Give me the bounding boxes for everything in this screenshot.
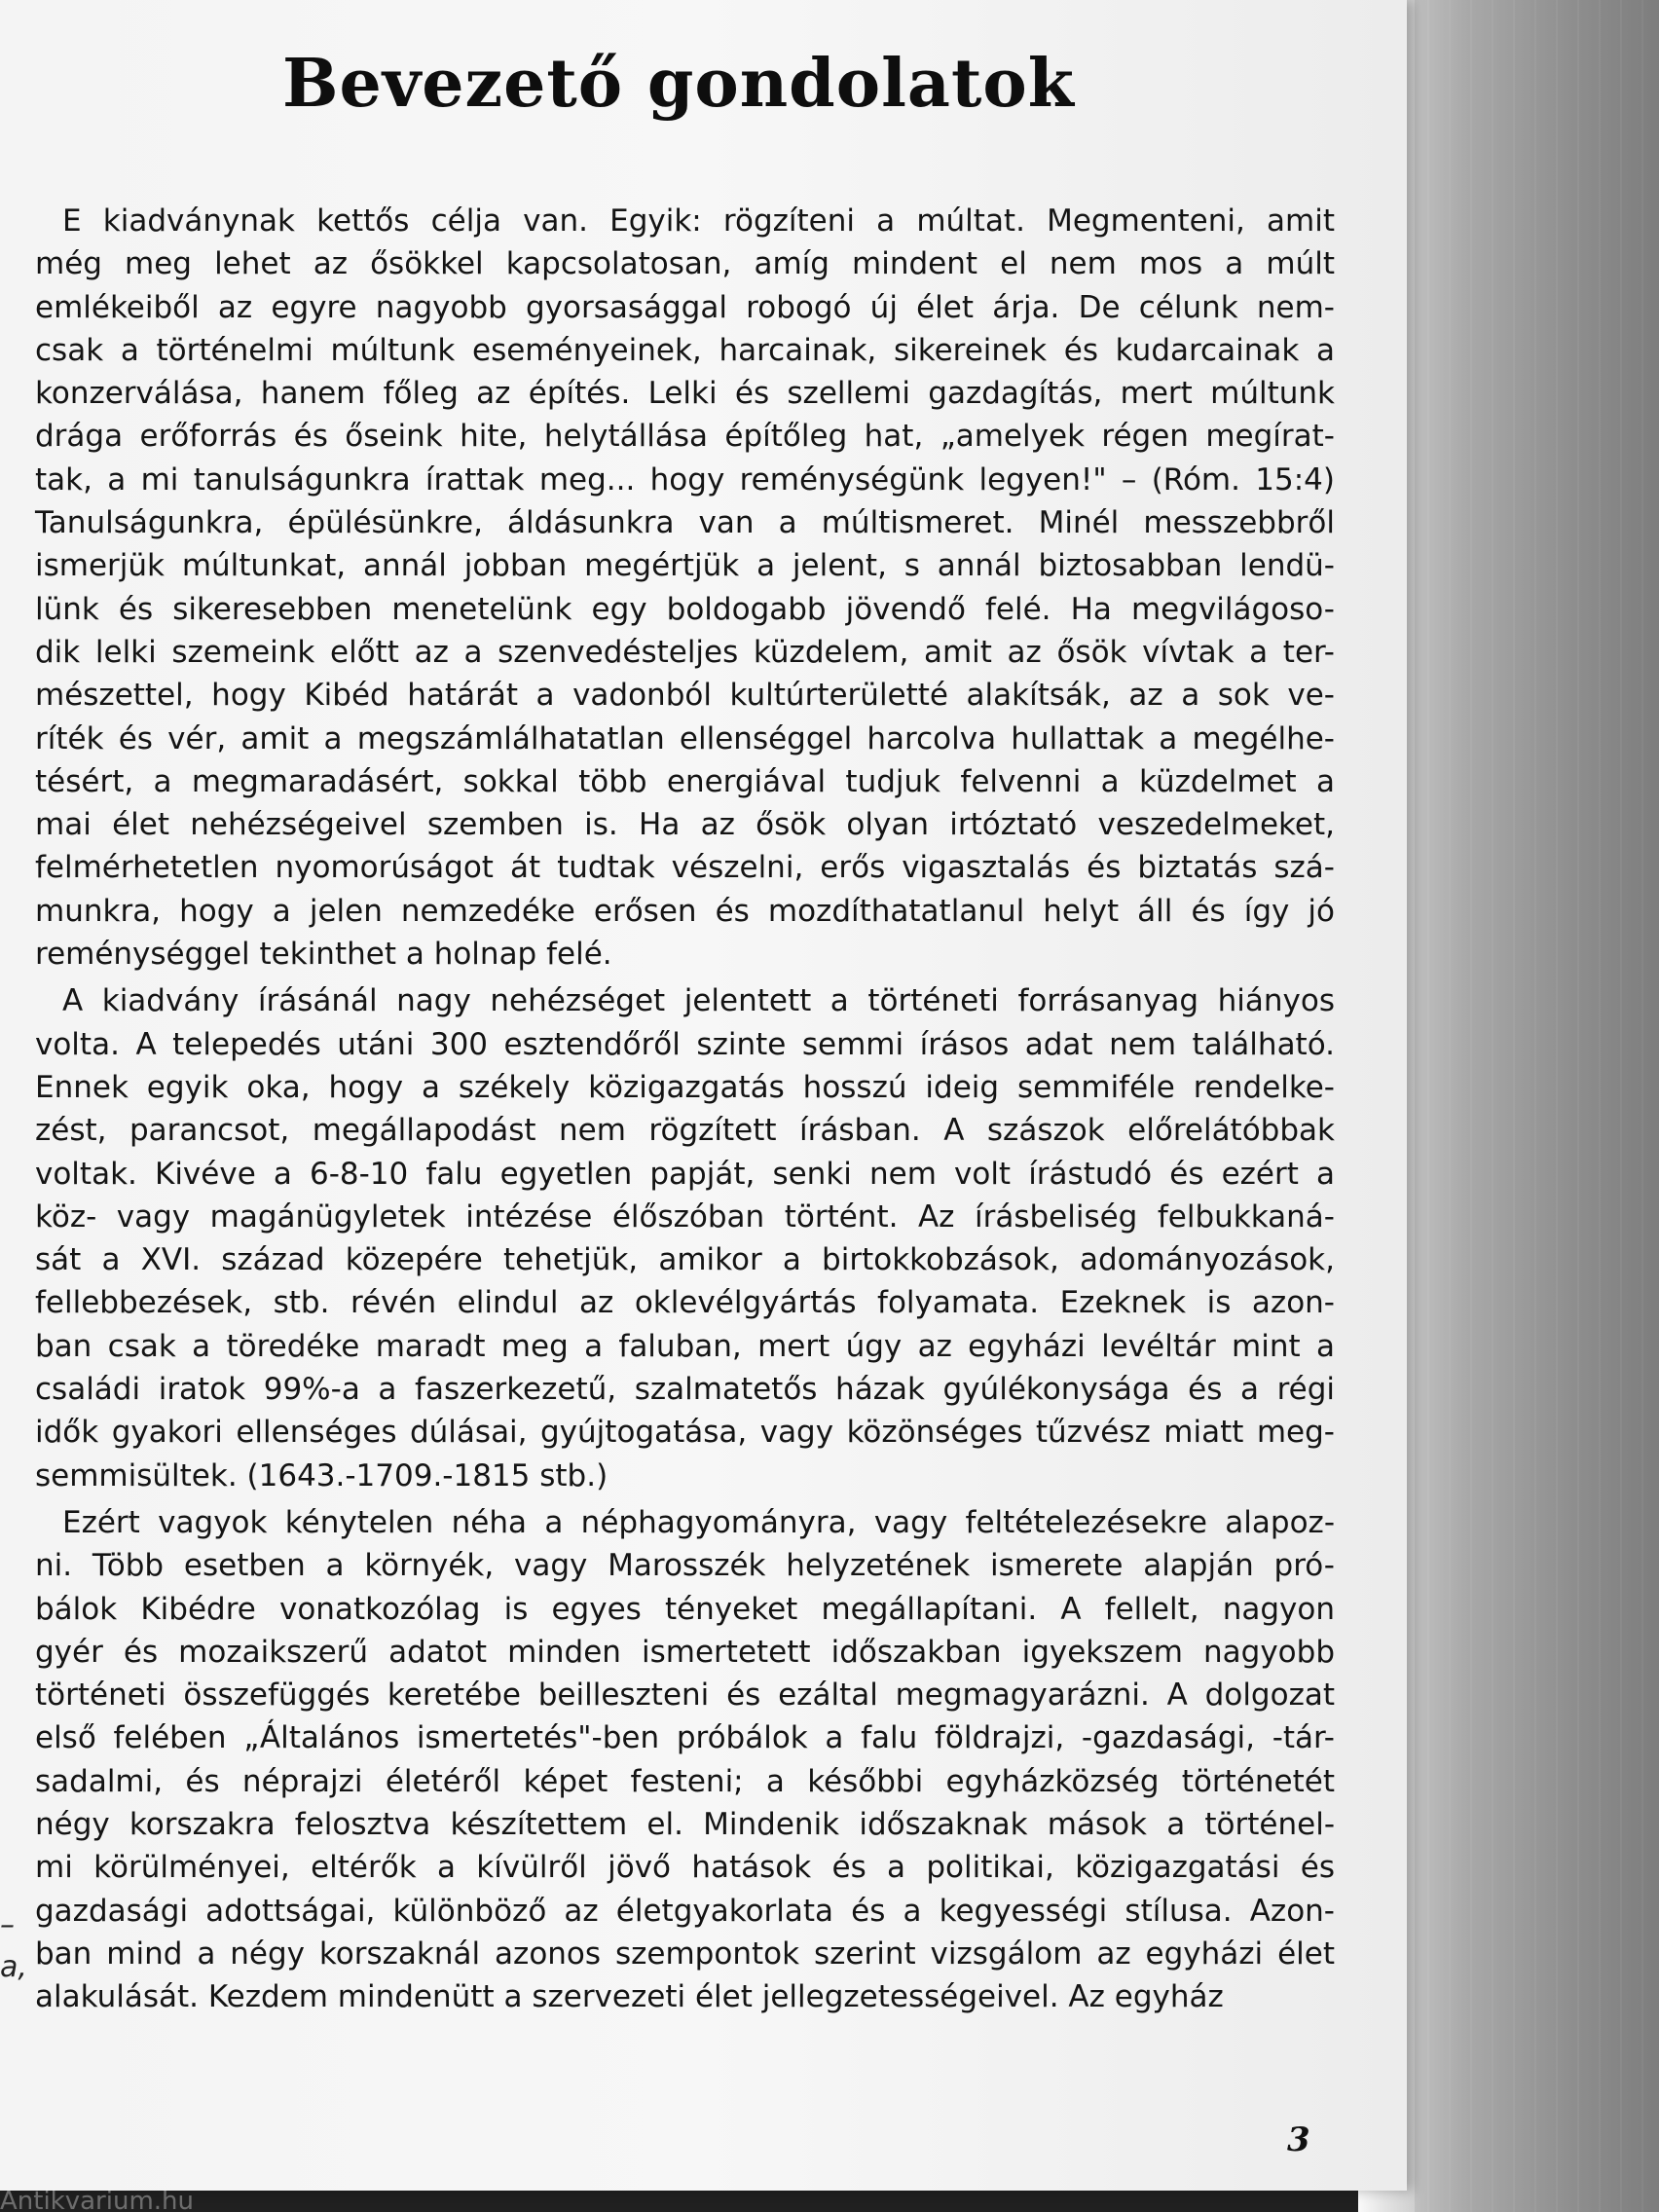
text-line: munkra, hogy a jelen nemzedéke erősen és mozdíthatatlanul helyt áll és így jó <box>35 893 1335 929</box>
text-line: gyér és mozaikszerű adatot minden ismertetett időszakban igyekszem nagyobb <box>35 1634 1335 1670</box>
text-line: ban mind a négy korszaknál azonos szempontok szerint vizsgálom az egyházi élet <box>35 1936 1335 1972</box>
text-line: Ezért vagyok kénytelen néha a néphagyományra, vagy feltételezésekre alapoz- <box>62 1504 1335 1540</box>
text-line: mészettel, hogy Kibéd határát a vadonból kultúrterületté alakítsák, az a sok ve- <box>35 678 1335 714</box>
text-line: történeti összefüggés keretébe beilleszteni és ezáltal megmagyarázni. A dolgozat <box>35 1677 1335 1714</box>
text-line: mai élet nehézségeivel szemben is. Ha az ősök olyan irtóztató veszedelmeket, <box>35 807 1335 843</box>
text-line: köz- vagy magánügyletek intézése élőszóban történt. Az írásbeliség felbukkaná- <box>35 1198 1335 1235</box>
text-line: zést, parancsot, megállapodást nem rögzített írásban. A szászok előrelátóbbak <box>35 1113 1335 1149</box>
margin-mark-dash: – <box>0 1908 15 1942</box>
paragraph <box>35 1501 1335 2019</box>
text-line: idők gyakori ellenséges dúlásai, gyújtogatása, vagy közönséges tűzvész miatt meg- <box>35 1415 1335 1451</box>
text-line: voltak. Kivéve a 6-8-10 falu egyetlen papját, senki nem volt írástudó és ezért a <box>35 1156 1335 1192</box>
text-line: semmisültek. (1643.-1709.-1815 stb.) <box>35 1457 608 1493</box>
text-line: emlékeiből az egyre nagyobb gyorsasággal robogó új élet árja. De célunk nem- <box>35 289 1335 325</box>
page-number: 3 <box>1287 2120 1310 2159</box>
text-line: A kiadvány írásánál nagy nehézséget jelentett a történeti forrásanyag hiányos <box>62 983 1335 1019</box>
text-line: Tanulságunkra, épülésünkre, áldásunkra van a múltismeret. Minél messzebbről <box>35 505 1335 541</box>
text-line: első felében „Általános ismertetés"-ben próbálok a falu földrajzi, -gazdasági, -tár- <box>35 1720 1335 1756</box>
watermark: Antikvarium.hu <box>0 2187 194 2212</box>
text-line: felmérhetetlen nyomorúságot át tudtak vészelni, erős vigasztalás és biztatás szá- <box>35 850 1335 886</box>
text-line: alakulását. Kezdem mindenütt a szervezeti élet jellegzetességeivel. Az egyház <box>35 1979 1224 2015</box>
text-line: dik lelki szemeink előtt az a szenvedésteljes küzdelem, amit az ősök vívtak a ter- <box>35 634 1335 670</box>
text-line: bálok Kibédre vonatkozólag is egyes tényeket megállapítani. A fellelt, nagyon <box>35 1591 1335 1627</box>
text-line: gazdasági adottságai, különböző az életgyakorlata és a kegyességi stílusa. Azon- <box>35 1893 1335 1929</box>
text-line: még meg lehet az ősökkel kapcsolatosan, amíg mindent el nem mos a múlt <box>35 246 1335 282</box>
margin-mark-letter: a, <box>0 1950 27 1984</box>
text-line: konzerválása, hanem főleg az építés. Lelki és szellemi gazdagítás, mert múltunk <box>35 376 1335 412</box>
body-text <box>35 200 1335 2022</box>
text-line: sát a XVI. század közepére tehetjük, amikor a birtokkobzások, adományozások, <box>35 1242 1335 1278</box>
text-line: családi iratok 99%-a a faszerkezetű, szalmatetős házak gyúlékonysága és a régi <box>35 1372 1335 1408</box>
text-line: E kiadványnak kettős célja van. Egyik: rögzíteni a múltat. Megmenteni, amit <box>62 203 1335 239</box>
text-line: lünk és sikeresebben menetelünk egy boldogabb jövendő felé. Ha megvilágoso- <box>35 591 1335 627</box>
text-line: csak a történelmi múltunk eseményeinek, harcainak, sikereinek és kudarcainak a <box>35 332 1335 368</box>
text-line: négy korszakra felosztva készítettem el. Mindenik időszaknak mások a történel- <box>35 1806 1335 1842</box>
text-line: ni. Több esetben a környék, vagy Marosszék helyzetének ismerete alapján pró- <box>35 1548 1335 1584</box>
page-title: Bevezető gondolatok <box>282 45 1075 123</box>
text-line: Ennek egyik oka, hogy a székely közigazgatás hosszú ideig semmiféle rendelke- <box>35 1069 1335 1105</box>
text-line: volta. A telepedés utáni 300 esztendőről szinte semmi írásos adat nem található. <box>35 1026 1335 1062</box>
text-line: ban csak a töredéke maradt meg a faluban, mert úgy az egyházi levéltár mint a <box>35 1328 1335 1364</box>
text-line: ismerjük múltunkat, annál jobban megértjük a jelent, s annál biztosabban lendü- <box>35 548 1335 584</box>
text-line: reménységgel tekinthet a holnap felé. <box>35 937 612 973</box>
text-line: mi körülményei, eltérők a kívülről jövő hatások és a politikai, közigazgatási és <box>35 1850 1335 1886</box>
paragraph <box>35 200 1335 976</box>
paragraph <box>35 979 1335 1497</box>
text-line: tak, a mi tanulságunkra írattak meg... hogy reménységünk legyen!" – (Róm. 15:4) <box>35 461 1335 498</box>
text-line: ríték és vér, amit a megszámlálhatatlan ellenséggel harcolva hullattak a megélhe- <box>35 720 1335 756</box>
text-line: sadalmi, és néprajzi életéről képet festeni; a későbbi egyházközség történetét <box>35 1763 1335 1799</box>
text-line: fellebbezések, stb. révén elindul az oklevélgyártás folyamata. Ezeknek is azon- <box>35 1285 1335 1321</box>
text-line: drága erőforrás és őseink hite, helytállása építőleg hat, „amelyek régen megírat- <box>35 419 1335 455</box>
text-line: tésért, a megmaradásért, sokkal több energiával tudjuk felvenni a küzdelmet a <box>35 763 1335 799</box>
